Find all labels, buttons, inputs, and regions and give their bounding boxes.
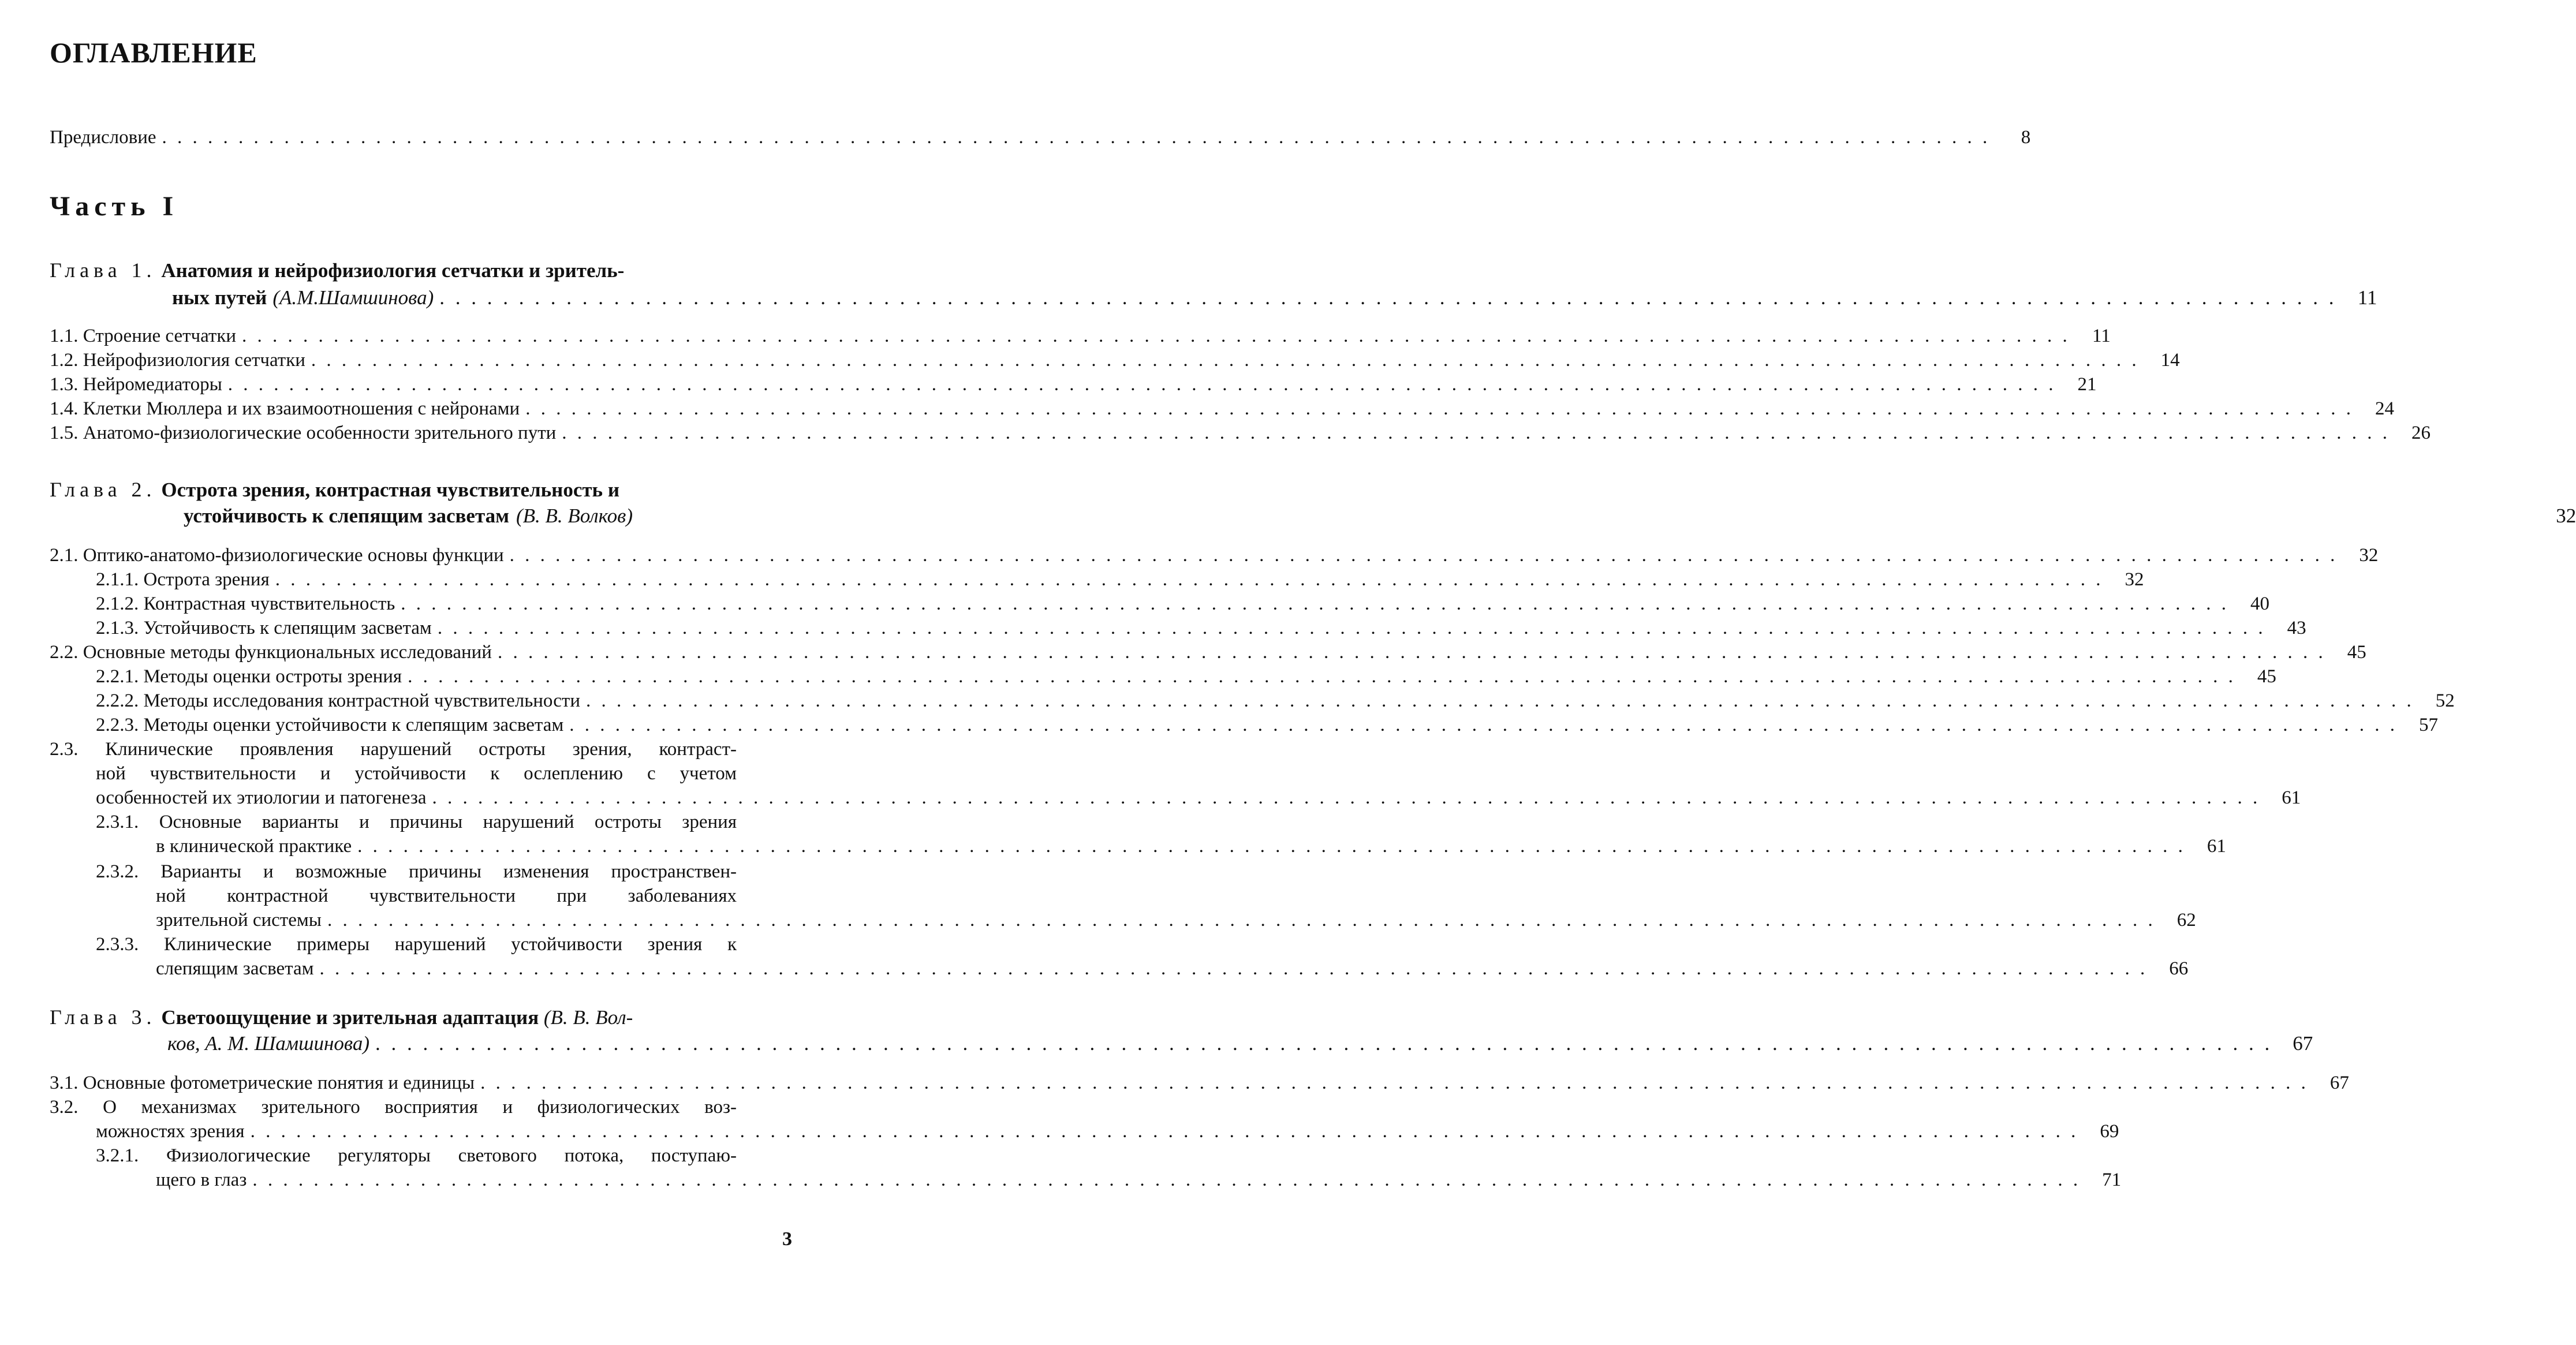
dot-leader: . . . . . . . . . . . . . . . . . . . . . . . . . . . . . . . . . . . . . . . . . . . . . . . . . . . . . . . . . . . . . . . . . . . . . . . . . . . . . . . . . . . . . . . . . . . . . . . . . . . . . . . . . . . . . . . . . . . . . . . . (250, 1121, 2079, 1142)
chapter-title-cont: устойчивость к слепящим засветам (184, 505, 509, 527)
chapter-author: (А.М.Шамшинова) (272, 286, 434, 309)
toc-entry (50, 323, 2111, 349)
chapter2-heading-line2 (184, 503, 2576, 529)
entry-label: в клинической практике (156, 836, 352, 857)
toc-entry (50, 372, 2097, 397)
dot-leader: . . . . . . . . . . . . . . . . . . . . . . . . . . . . . . . . . . . . . . . . . . . . . . . . . . . . . . . . . . . . . . . . . . . . . . . . . . . . . . . . . . . . . . . . . . . . . . . . . . . . . . . . . . . . . . . . . . . . . . . . (375, 1032, 2273, 1055)
entry-label: 1.4. Клетки Мюллера и их взаимоотношения с нейронами (50, 398, 520, 419)
dot-leader: . . . . . . . . . . . . . . . . . . . . . . . . . . . . . . . . . . . . . . . . . . . . . . . . . . . . . . . . . . . . . . . . . . . . . . . . . . . . . . . . . . . . . . . . . . . . . . . . . . . . . . . . . . . . . . . . . . . . . . . . (357, 836, 2186, 857)
toc-entry (96, 591, 2270, 617)
entry-page: 62 (2176, 910, 2196, 931)
entry-page: 61 (2282, 787, 2301, 808)
dot-leader: . . . . . . . . . . . . . . . . . . . . . . . . . . . . . . . . . . . . . . . . . . . . . . . . . . . . . . . . . . . . . . . . . . . . . . . . . . . . . . . . . . . . . . . . . . . . . . . . . . . . . . . . . . . . . . . . . . . . . . . . (569, 715, 2398, 735)
entry-page: 8 (2021, 127, 2031, 148)
chapter1-heading-line1 (50, 257, 624, 283)
chapter-title: Анатомия и нейрофизиология сетчатки и зритель- (161, 259, 625, 282)
entry-page: 45 (2257, 666, 2276, 687)
entry-page: 32 (2125, 569, 2144, 590)
entry-page: 26 (2411, 423, 2431, 443)
toc-entry-3-2-line1: 3.2. О механизмах зрительного восприятия и физиологических воз- (50, 1097, 737, 1118)
entry-label: 1.1. Строение сетчатки (50, 326, 237, 346)
toc-entry (50, 420, 2431, 446)
toc-entry (50, 640, 2366, 665)
entry-label: 1.3. Нейромедиаторы (50, 374, 222, 395)
chapter-label: Глава 2. (50, 478, 156, 501)
chapter3-heading-line1 (50, 1004, 633, 1030)
entry-page: 61 (2207, 836, 2226, 857)
dot-leader: . . . . . . . . . . . . . . . . . . . . . . . . . . . . . . . . . . . . . . . . . . . . . . . . . . . . . . . . . . . . . . . . . . . . . . . . . . . . . . . . . . . . . . . . . . . . . . . . . . . . . . . . . . . . . . . . . . . . . . . . (252, 1170, 2081, 1190)
toc-entry-3-2-1-line1: 3.2.1. Физиологические регуляторы светового потока, поступаю- (96, 1145, 737, 1166)
toc-entry (50, 543, 2379, 568)
dot-leader: . . . . . . . . . . . . . . . . . . . . . . . . . . . . . . . . . . . . . . . . . . . . . . . . . . . . . . . . . . . . . . . . . . . . . . . . . . . . . . . . . . . . . . . . . . . . . . . . . . . . . . . . . . . . . . . . . . . . . . . . (319, 958, 2148, 979)
chapter3-heading-line2 (167, 1031, 2313, 1056)
dot-leader: . . . . . . . . . . . . . . . . . . . . . . . . . . . . . . . . . . . . . . . . . . . . . . . . . . . . . . . . . . . . . . . . . . . . . . . . . . . . . . . . . . . . . . . . . . . . . . . . . . . . . . . . . . . . . . . . . . . . . . . . (437, 618, 2266, 638)
toc-entry-2-3-1-line2 (156, 834, 2226, 859)
chapter-label: Глава 3. (50, 1006, 156, 1029)
dot-leader: . . . . . . . . . . . . . . . . . . . . . . . . . . . . . . . . . . . . . . . . . . . . . . . . . . . . . . . . . . . . . . . . . . . . . . . . . . . . . . . . . . . . . . . . . . . . . . . . . . . . . . . . . . . . . . . . . . . . . . . . (275, 569, 2104, 590)
dot-leader: . . . . . . . . . . . . . . . . . . . . . . . . . . . . . . . . . . . . . . . . . . . . . . . . . . . . . . . . . . . . . . . . . . . . . . . . . . . . . . . . . . . . . . . . . . . . . . . . . . . . . . . . . . . . . . . . . . . . . . . . (439, 286, 2337, 309)
entry-page: 11 (2092, 326, 2111, 346)
entry-label: 1.2. Нейрофизиология сетчатки (50, 350, 305, 371)
chapter-title: Светоощущение и зрительная адаптация (161, 1006, 539, 1029)
entry-label: 2.1.1. Острота зрения (96, 569, 270, 590)
toc-entry-2-3-2-line1: 2.3.2. Варианты и возможные причины изменения пространствен- (96, 861, 737, 882)
dot-leader: . . . . . . . . . . . . . . . . . . . . . . . . . . . . . . . . . . . . . . . . . . . . . . . . . . . . . . . . . . . . . . . . . . . . . . . . . . . . . . . . . . . . . . . . . . . . . . . . . . . . . . . . . . . . . . . . . . . . . . . . (162, 127, 1991, 148)
entry-label: 3.1. Основные фотометрические понятия и единицы (50, 1073, 475, 1093)
entry-page: 67 (2329, 1073, 2349, 1093)
chapter-label: Глава 1. (50, 259, 156, 282)
toc-entry (96, 664, 2276, 689)
entry-page: 69 (2100, 1121, 2119, 1142)
toc-entry-3-1 (50, 1070, 2349, 1096)
dot-leader: . . . . . . . . . . . . . . . . . . . . . . . . . . . . . . . . . . . . . . . . . . . . . . . . . . . . . . . . . . . . . . . . . . . . . . . . . . . . . . . . . . . . . . . . . . . . . . . . . . . . . . . . . . . . . . . . . . . . . . . . (509, 545, 2338, 566)
chapter-title-cont: ных путей (172, 286, 267, 309)
dot-leader: . . . . . . . . . . . . . . . . . . . . . . . . . . . . . . . . . . . . . . . . . . . . . . . . . . . . . . . . . . . . . . . . . . . . . . . . . . . . . . . . . . . . . . . . . . . . . . . . . . . . . . . . . . . . . . . . . . . . . . . . (586, 690, 2414, 711)
entry-label: 2.2. Основные методы функциональных исследований (50, 642, 492, 663)
entry-label: 2.1. Оптико-анатомо-физиологические основы функции (50, 545, 504, 566)
toc-entry (96, 712, 2438, 738)
entry-page: 52 (2435, 690, 2455, 711)
toc-entry-2-3-3-line2 (156, 956, 2189, 981)
toc-entry-2-3-3-line1: 2.3.3. Клинические примеры нарушений устойчивости зрения к (96, 934, 737, 955)
entry-label: 2.2.1. Методы оценки остроты зрения (96, 666, 402, 687)
toc-entry-2-3-line3 (96, 785, 2301, 810)
toc-entry (96, 688, 2455, 713)
dot-leader: . . . . . . . . . . . . . . . . . . . . . . . . . . . . . . . . . . . . . . . . . . . . . . . . . . . . . . . . . . . . . . . . . . . . . . . . . . . . . . . . . . . . . . . . . . . . . . . . . . . . . . . . . . . . . . . . . . . . . . . . (401, 593, 2230, 614)
toc-entry (50, 396, 2394, 421)
dot-leader: . . . . . . . . . . . . . . . . . . . . . . . . . . . . . . . . . . . . . . . . . . . . . . . . . . . . . . . . . . . . . . . . . . . . . . . . . . . . . . . . . . . . . . . . . . . . . . . . . . . . . . . . . . . . . . . . . . . . . . . . (227, 374, 2056, 395)
dot-leader: . . . . . . . . . . . . . . . . . . . . . . . . . . . . . . . . . . . . . . . . . . . . . . . . . . . . . . . . . . . . . . . . . . . . . . . . . . . . . . . . . . . . . . . . . . . . . . . . . . . . . . . . . . . . . . . . . . . . . . . . (432, 787, 2261, 808)
dot-leader: . . . . . . . . . . . . . . . . . . . . . . . . . . . . . . . . . . . . . . . . . . . . . . . . . . . . . . . . . . . . . . . . . . . . . . . . . . . . . . . . . . . . . . . . . . . . . . . . . . . . . . . . . . . . . . . . . . . . . . . . (525, 398, 2354, 419)
entry-label: 2.2.2. Методы исследования контрастной чувствительности (96, 690, 580, 711)
entry-page: 43 (2287, 618, 2306, 638)
toc-entry-2-3-2-line3 (156, 907, 2196, 933)
entry-label: 2.1.2. Контрастная чувствительность (96, 593, 395, 614)
entry-label: зрительной системы (156, 910, 322, 931)
chapter-author-cont: ков, А. М. Шамшинова) (167, 1032, 369, 1055)
entry-page: 14 (2160, 350, 2180, 371)
dot-leader: . . . . . . . . . . . . . . . . . . . . . . . . . . . . . . . . . . . . . . . . . . . . . . . . . . . . . . . . . . . . . . . . . . . . . . . . . . . . . . . . . . . . . . . . . . . . . . . . . . . . . . . . . . . . . . . . . . . . . . . . (562, 423, 2391, 443)
entry-label: можностях зрения (96, 1121, 245, 1142)
toc-entry (96, 567, 2144, 592)
entry-page: 66 (2169, 958, 2189, 979)
dot-leader: . . . . . . . . . . . . . . . . . . . . . . . . . . . . . . . . . . . . . . . . . . . . . . . . . . . . . . . . . . . . . . . . . . . . . . . . . . . . . . . . . . . . . . . . . . . . . . . . . . . . . . . . . . . . . . . . . . . . . . . . (408, 666, 2236, 687)
toc-entry-2-3-1-line1: 2.3.1. Основные варианты и причины нарушений остроты зрения (96, 812, 737, 832)
chapter-author: (В. В. Вол- (543, 1006, 633, 1029)
entry-page: 40 (2250, 593, 2270, 614)
chapter-author: (В. В. Волков) (516, 505, 633, 527)
toc-entry-2-3-line1: 2.3. Клинические проявления нарушений остроты зрения, контраст- (50, 739, 737, 760)
dot-leader: . . . . . . . . . . . . . . . . . . . . . . . . . . . . . . . . . . . . . . . . . . . . . . . . . . . . . . . . . . . . . . . . . . . . . . . . . . . . . . . . . . . . . . . . . . . . . . . . . . . . . . . . . . . . . . . . . . . . . . . . (327, 910, 2156, 931)
toc-entry-2-3-line2: ной чувствительности и устойчивости к ослеплению с учетом (96, 763, 737, 784)
entry-label: слепящим засветам (156, 958, 314, 979)
chapter-page: 11 (2357, 286, 2377, 309)
entry-label: особенностей их этиологии и патогенеза (96, 787, 427, 808)
entry-page: 57 (2418, 715, 2438, 735)
page-number: 3 (782, 1228, 792, 1250)
toc-entry (96, 615, 2306, 641)
toc-entry-2-3-2-line2: ной контрастной чувствительности при заболеваниях (156, 886, 737, 906)
dot-leader: . . . . . . . . . . . . . . . . . . . . . . . . . . . . . . . . . . . . . . . . . . . . . . . . . . . . . . . . . . . . . . . . . . . . . . . . . . . . . . . . . . . . . . . . . . . . . . . . . . . . . . . . . . . . . . . . . . . . . . . . (242, 326, 2070, 346)
dot-leader: . . . . . . . . . . . . . . . . . . . . . . . . . . . . . . . . . . . . . . . . . . . . . . . . . . . . . . . . . . . . . . . . . . . . . . . . . . . . . . . . . . . . . . . . . . . . . . . . . . . . . . . . . . . . . . . . . . . . . . . . (480, 1073, 2309, 1093)
page-title: ОГЛАВЛЕНИЕ (50, 36, 257, 69)
dot-leader: . . . . . . . . . . . . . . . . . . . . . . . . . . . . . . . . . . . . . . . . . . . . . . . . . . . . . . . . . . . . . . . . . . . . . . . . . . . . . . . . . . . . . . . . . . . . . . . . . . . . . . . . . . . . . . . . . . . . . . . . (497, 642, 2326, 663)
entry-label: щего в глаз (156, 1170, 247, 1190)
toc-entry-preface (50, 125, 2031, 150)
entry-page: 21 (2077, 374, 2097, 395)
toc-entry-3-2-1-line2 (156, 1167, 2122, 1193)
chapter-page: 32 (2556, 505, 2576, 527)
dot-leader: . . . . . . . . . . . . . . . . . . . . . . . . . . . . . . . . . . . . . . . . . . . . . . . . . . . . . . . . . . . . . . . . . . . . . . . . . . . . . . . . . . . . . . . . . . . . . . . . . . . . . . . . . . . . . . . . . . . . . . . . (311, 350, 2140, 371)
chapter-title: Острота зрения, контрастная чувствительность и (161, 479, 619, 501)
entry-label: 1.5. Анатомо-физиологические особенности зрительного пути (50, 423, 557, 443)
toc-entry-3-2-line2 (96, 1119, 2119, 1144)
entry-page: 32 (2359, 545, 2379, 566)
entry-label: 2.1.3. Устойчивость к слепящим засветам (96, 618, 432, 638)
entry-page: 24 (2375, 398, 2394, 419)
entry-page: 71 (2102, 1170, 2122, 1190)
chapter2-heading-line1 (50, 477, 619, 503)
chapter-page: 67 (2293, 1032, 2313, 1055)
entry-label: Предисловие (50, 127, 156, 148)
entry-page: 45 (2347, 642, 2366, 663)
entry-label: 2.2.3. Методы оценки устойчивости к слепящим засветам (96, 715, 564, 735)
part-heading: Часть I (50, 191, 179, 222)
chapter1-heading-line2 (172, 285, 2377, 311)
toc-entry (50, 348, 2180, 373)
